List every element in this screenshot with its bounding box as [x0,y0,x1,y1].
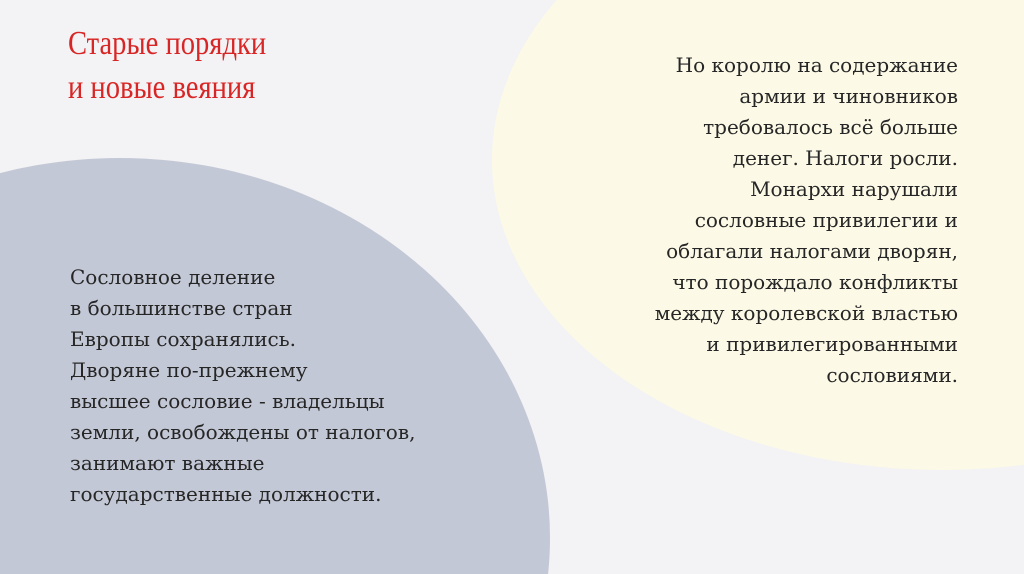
right-text-line: требовалось всё больше [703,115,958,139]
right-text-line: что порождало конфликты [672,270,958,294]
title-line: и новые веяния [68,69,256,106]
right-text-line: Монархи нарушали [750,177,958,201]
left-text-block [70,262,415,510]
title-line: Старые порядки [68,25,267,62]
right-text-line: облагали налогами дворян, [666,239,958,263]
left-text-line: государственные должности. [70,482,382,506]
left-text-line: Европы сохранялись. [70,327,296,351]
right-text-line: сословные привилегии и [694,208,958,232]
right-text-block [655,50,958,391]
slide-title [68,22,266,110]
right-text-line: армии и чиновников [739,84,958,108]
right-text-line: денег. Налоги росли. [732,146,958,170]
left-text-line: Дворяне по-прежнему [70,358,308,382]
right-text-line: сословиями. [826,363,958,387]
left-text-line: в большинстве стран [70,296,293,320]
left-text-line: занимают важные [70,451,265,475]
right-text-line: между королевской властью [654,301,958,325]
right-text-line: и привилегированными [706,332,958,356]
left-text-line: Сословное деление [70,265,276,289]
right-text-line: Но королю на содержание [675,53,958,77]
left-text-line: земли, освобождены от налогов, [70,420,416,444]
left-text-line: высшее сословие - владельцы [70,389,385,413]
